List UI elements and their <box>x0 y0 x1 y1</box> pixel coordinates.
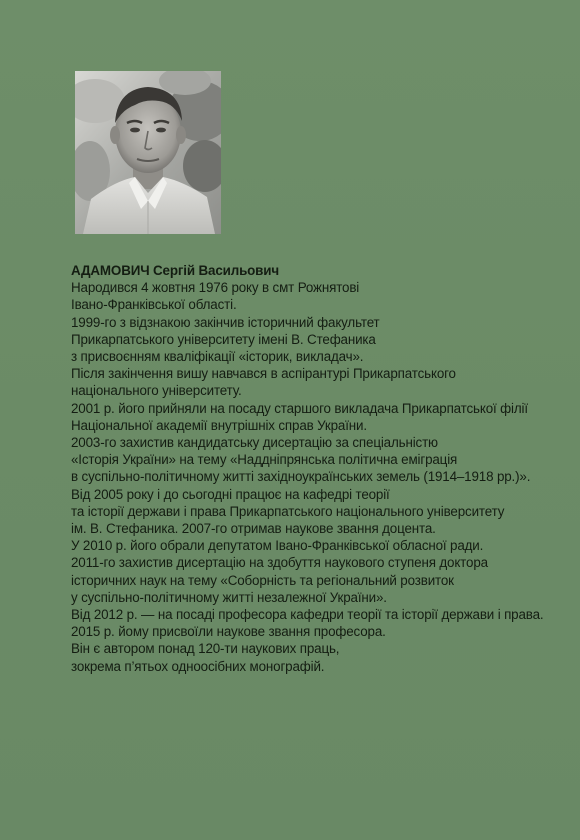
bio-line: в суспільно-політичному житті західноукраїнських земель (1914–1918 рр.)». <box>71 469 531 485</box>
bio-line: Прикарпатського університету імені В. Стефаника <box>71 331 376 347</box>
bio-line: 2011-го захистив дисертацію на здобуття наукового ступеня доктора <box>71 555 488 571</box>
bio-line: У 2010 р. його обрали депутатом Івано-Франківської обласної ради. <box>71 538 484 554</box>
bio-line: «Історія України» на тему «Наддніпрянська політична еміграція <box>71 452 458 468</box>
bio-line: зокрема п’ятьох одноосібних монографій. <box>71 658 325 674</box>
bio-line: 1999-го з відзнакою закінчив історичний факультет <box>71 314 380 330</box>
bio-line: 2003-го захистив кандидатську дисертацію за спеціальністю <box>71 435 438 451</box>
bio-line: національного університету. <box>71 383 242 399</box>
author-photo <box>75 71 221 234</box>
bio-line: 2001 р. його прийняли на посаду старшого викладача Прикарпатської філії <box>71 400 528 416</box>
bio-line: Національної академії внутрішніх справ України. <box>71 417 367 433</box>
author-biography <box>71 262 576 675</box>
author-heading <box>71 262 576 279</box>
bio-line: Від 2005 року і до сьогодні працює на кафедрі теорії <box>71 486 390 502</box>
bio-line: Після закінчення вишу навчався в аспірантурі Прикарпатського <box>71 366 456 382</box>
bio-line: історичних наук на тему «Соборність та регіональний розвиток <box>71 572 454 588</box>
bio-line: та історії держави і права Прикарпатського національного університету <box>71 503 505 519</box>
author-given-names: Сергій Васильович <box>149 263 279 278</box>
bio-line: з присвоєнням кваліфікації «історик, викладач». <box>71 349 364 365</box>
bio-line: у суспільно-політичному житті незалежної України». <box>71 589 387 605</box>
bio-line: Він є автором понад 120-ти наукових праць, <box>71 641 340 657</box>
bio-line: 2015 р. йому присвоїли наукове звання професора. <box>71 624 386 640</box>
bio-line: ім. В. Стефаника. 2007-го отримав наукове звання доцента. <box>71 521 436 537</box>
author-portrait-image <box>75 71 221 234</box>
bio-line: Від 2012 р. — на посаді професора кафедри теорії та історії держави і права. <box>71 607 544 623</box>
bio-line: Народився 4 жовтня 1976 року в смт Рожнятові <box>71 280 360 296</box>
author-surname: АДАМОВИЧ <box>71 263 150 278</box>
bio-line: Івано-Франківської області. <box>71 297 237 313</box>
